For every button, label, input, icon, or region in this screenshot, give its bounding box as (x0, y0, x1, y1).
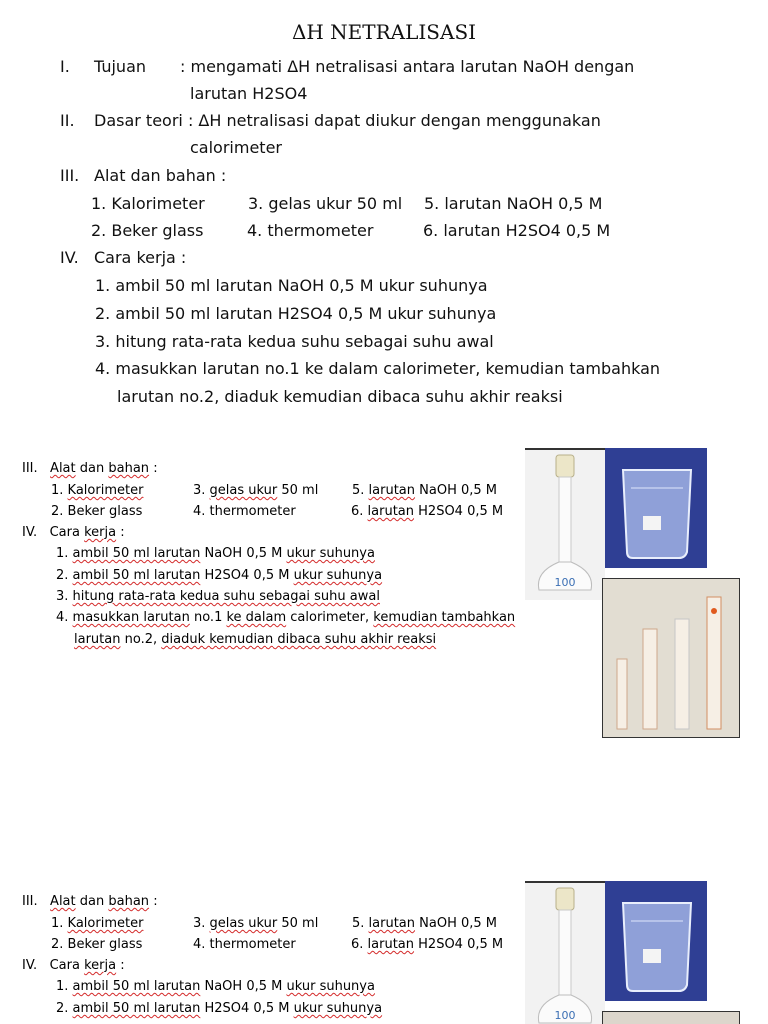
objective-text: : mengamati ΔH netralisasi antara larutan NaOH dengan (180, 57, 635, 76)
text-word: 2. (56, 1001, 69, 1016)
text-word: masukkan larutan (72, 610, 190, 625)
text-word: 5. (352, 483, 365, 498)
procedure-step: 1. ambil 50 ml larutan NaOH 0,5 M ukur suhunya (95, 276, 488, 295)
theory-text: calorimeter (190, 138, 282, 157)
objective-text: larutan H2SO4 (190, 84, 308, 103)
text-word: larutan (367, 937, 415, 952)
material-item: 4. thermometer (193, 504, 296, 519)
material-item: 1. Kalorimeter (91, 194, 205, 213)
text-word: 5. (352, 916, 365, 931)
text-word: hitung rata-rata kedua suhu sebagai suhu awal (72, 589, 380, 604)
text-word: H2SO4 0,5 M (204, 1001, 290, 1016)
text-word: 3. (193, 916, 206, 931)
text-word: Kalorimeter (67, 483, 144, 498)
text-word: 6. (351, 937, 364, 952)
text-word: ukur suhunya (293, 568, 383, 583)
text-word: Alat (50, 894, 76, 909)
slide-snippet (0, 881, 768, 1024)
graduated-cylinders-image (602, 578, 740, 738)
text-word: 6. (351, 504, 364, 519)
procedure-step: 2. ambil 50 ml larutan H2SO4 0,5 M ukur suhunya (95, 304, 497, 323)
text-word: ukur suhunya (286, 979, 375, 994)
text-word: gelas ukur (209, 916, 278, 931)
procedure-step: 4. masukkan larutan no.1 ke dalam calorimeter, kemudian tambahkan (95, 359, 661, 378)
text-word: Cara (49, 525, 80, 540)
text-word: larutan (368, 916, 416, 931)
flask-volume-label: 100 (554, 1009, 576, 1022)
text-word: 50 ml (281, 483, 319, 498)
volumetric-flask-image (525, 448, 605, 600)
material-item: 3. gelas ukur 50 ml (248, 194, 403, 213)
beaker-image (605, 881, 707, 1001)
material-item: 2. Beker glass (51, 504, 143, 519)
text-word: gelas ukur (209, 483, 278, 498)
procedure-step: larutan no.2, diaduk kemudian dibaca suhu akhir reaksi (117, 387, 563, 406)
text-word: ambil 50 ml larutan (72, 546, 201, 561)
text-word: 3. (193, 483, 206, 498)
procedure-step: 3. hitung rata-rata kedua suhu sebagai suhu awal (95, 332, 494, 351)
material-item: 4. thermometer (193, 937, 296, 952)
text-word: H2SO4 0,5 M (204, 568, 290, 583)
section-label: Alat dan bahan : (94, 166, 227, 185)
text-word: no.1 (193, 610, 223, 625)
text-word: : (120, 525, 125, 540)
section-number: IV. (22, 958, 38, 973)
material-item: 2. Beker glass (51, 937, 143, 952)
text-word: 1. (56, 546, 69, 561)
section-number: II. (60, 111, 75, 130)
material-item: 6. larutan H2SO4 0,5 M (423, 221, 611, 240)
theory-text: Dasar teori : ΔH netralisasi dapat diukur dengan menggunakan (94, 111, 601, 130)
text-word: dan (79, 894, 105, 909)
text-word: H2SO4 0,5 M (418, 937, 504, 952)
beaker-image (605, 448, 707, 568)
text-word: NaOH 0,5 M (419, 483, 498, 498)
graduated-cylinders-image (602, 1011, 740, 1024)
section-number: IV. (22, 525, 38, 540)
text-word: : (120, 958, 125, 973)
text-word: NaOH 0,5 M (419, 916, 498, 931)
text-word: NaOH 0,5 M (204, 546, 283, 561)
section-number: III. (22, 894, 38, 909)
text-word: diaduk kemudian dibaca suhu akhir reaksi (161, 632, 437, 647)
text-word: Alat (50, 461, 76, 476)
text-word: H2SO4 0,5 M (418, 504, 504, 519)
section-number: I. (60, 57, 70, 76)
text-word: ukur suhunya (286, 546, 375, 561)
text-word: 1. (51, 916, 64, 931)
text-word: larutan (368, 483, 416, 498)
text-word: 1. (51, 483, 64, 498)
section-label: Cara kerja : (94, 248, 187, 267)
section-number: IV. (60, 248, 79, 267)
text-word: ukur suhunya (293, 1001, 383, 1016)
text-word: ambil 50 ml larutan (72, 568, 201, 583)
text-word: bahan (108, 461, 150, 476)
text-word: ambil 50 ml larutan (72, 979, 201, 994)
text-word: NaOH 0,5 M (204, 979, 283, 994)
flask-volume-label: 100 (554, 576, 576, 589)
text-word: 50 ml (281, 916, 319, 931)
material-item: 4. thermometer (247, 221, 374, 240)
material-item: 2. Beker glass (91, 221, 204, 240)
slide-snippet (0, 448, 768, 768)
text-word: 3. (56, 589, 69, 604)
text-word: calorimeter, (290, 610, 370, 625)
text-word: kerja (84, 525, 117, 540)
text-word: Kalorimeter (67, 916, 144, 931)
text-word: dan (79, 461, 105, 476)
text-word: kemudian tambahkan (373, 610, 516, 625)
text-word: 4. (56, 610, 69, 625)
text-word: ambil 50 ml larutan (72, 1001, 201, 1016)
text-word: Cara (49, 958, 80, 973)
section-number: III. (22, 461, 38, 476)
page-title: ΔH NETRALISASI (291, 20, 477, 44)
text-word: 1. (56, 979, 69, 994)
text-word: ke dalam (226, 610, 287, 625)
section-label: Tujuan (94, 57, 147, 76)
text-word: 2. (56, 568, 69, 583)
text-word: bahan (108, 894, 150, 909)
text-word: larutan (74, 632, 121, 647)
volumetric-flask-image (525, 881, 605, 1024)
text-word: : (153, 894, 158, 909)
section-number: III. (60, 166, 80, 185)
text-word: : (153, 461, 158, 476)
text-word: no.2, (124, 632, 158, 647)
material-item: 5. larutan NaOH 0,5 M (424, 194, 603, 213)
text-word: larutan (367, 504, 415, 519)
text-word: kerja (84, 958, 117, 973)
